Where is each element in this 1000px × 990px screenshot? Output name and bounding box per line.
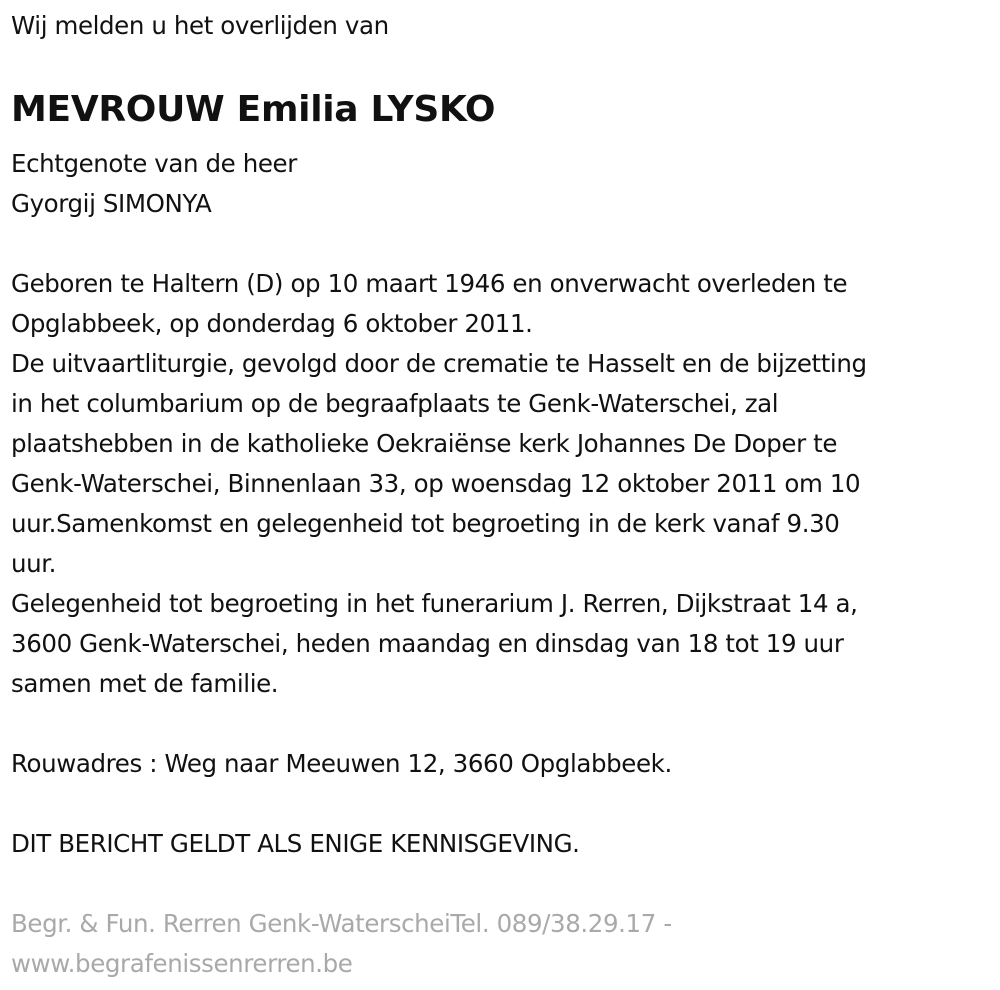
body-line: Genk-Waterschei, Binnenlaan 33, op woensdag 12 oktober 2011 om 10 (11, 469, 861, 498)
spouse-name: Gyorgij SIMONYA (11, 189, 212, 218)
funeral-home-footer (11, 904, 986, 984)
deceased-name: MEVROUW Emilia LYSKO (11, 89, 496, 130)
official-statement: DIT BERICHT GELDT ALS ENIGE KENNISGEVING. (11, 829, 580, 858)
body-line: Gelegenheid tot begroeting in het funerarium J. Rerren, Dijkstraat 14 a, (11, 589, 858, 618)
body-line: in het columbarium op de begraafplaats te Genk-Waterschei, zal (11, 389, 779, 418)
body-line: plaatshebben in de katholieke Oekraiënse kerk Johannes De Doper te (11, 429, 838, 458)
body-line: Geboren te Haltern (D) op 10 maart 1946 en onverwacht overleden te (11, 269, 848, 298)
death-notice (11, 0, 986, 984)
body-line: uur. (11, 549, 57, 578)
notice-intro: Wij melden u het overlijden van (11, 11, 389, 40)
body-line: De uitvaartliturgie, gevolgd door de crematie te Hasselt en de bijzetting (11, 349, 867, 378)
spacer (11, 704, 986, 744)
funeral-home-contact: Begr. & Fun. Rerren Genk-WaterscheiTel. 089/38.29.17 - (11, 909, 672, 938)
notice-body (11, 264, 986, 704)
spacer (11, 864, 986, 904)
mourning-address: Rouwadres : Weg naar Meeuwen 12, 3660 Opglabbeek. (11, 749, 672, 778)
spacer (11, 784, 986, 824)
body-line: samen met de familie. (11, 669, 279, 698)
spacer (11, 224, 986, 264)
body-line: 3600 Genk-Waterschei, heden maandag en dinsdag van 18 tot 19 uur (11, 629, 844, 658)
spouse-line: Echtgenote van de heer (11, 149, 297, 178)
funeral-home-website: www.begrafenissenrerren.be (11, 949, 353, 978)
spouse-block (11, 144, 986, 224)
body-line: Opglabbeek, op donderdag 6 oktober 2011. (11, 309, 533, 338)
body-line: uur.Samenkomst en gelegenheid tot begroeting in de kerk vanaf 9.30 (11, 509, 840, 538)
